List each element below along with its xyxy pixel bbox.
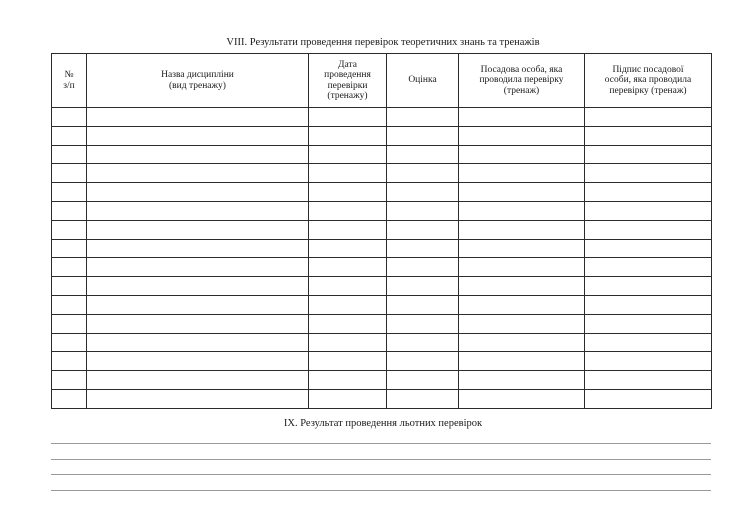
cell-date[interactable]: [309, 164, 387, 183]
table-row: [52, 352, 712, 371]
cell-grade[interactable]: [387, 220, 459, 239]
cell-number[interactable]: [52, 314, 87, 333]
table-row: [52, 183, 712, 202]
cell-number[interactable]: [52, 126, 87, 145]
cell-grade[interactable]: [387, 201, 459, 220]
table-row: [52, 108, 712, 127]
cell-examiner[interactable]: [459, 371, 585, 390]
table-row: [52, 277, 712, 296]
cell-examiner[interactable]: [459, 295, 585, 314]
cell-grade[interactable]: [387, 164, 459, 183]
cell-number[interactable]: [52, 108, 87, 127]
cell-signature[interactable]: [585, 108, 712, 127]
table-row: [52, 201, 712, 220]
cell-date[interactable]: [309, 258, 387, 277]
cell-grade[interactable]: [387, 258, 459, 277]
cell-date[interactable]: [309, 352, 387, 371]
cell-discipline[interactable]: [87, 314, 309, 333]
cell-grade[interactable]: [387, 145, 459, 164]
cell-discipline[interactable]: [87, 164, 309, 183]
cell-date[interactable]: [309, 371, 387, 390]
cell-discipline[interactable]: [87, 239, 309, 258]
cell-grade[interactable]: [387, 352, 459, 371]
column-header-date: Дата проведення перевірки (тренажу): [309, 54, 387, 108]
cell-discipline[interactable]: [87, 201, 309, 220]
cell-discipline[interactable]: [87, 295, 309, 314]
cell-date[interactable]: [309, 389, 387, 408]
cell-discipline[interactable]: [87, 352, 309, 371]
cell-grade[interactable]: [387, 314, 459, 333]
table-row: [52, 389, 712, 408]
cell-signature[interactable]: [585, 164, 712, 183]
theory-checks-table: [51, 53, 712, 409]
cell-number[interactable]: [52, 333, 87, 352]
cell-grade[interactable]: [387, 239, 459, 258]
cell-discipline[interactable]: [87, 126, 309, 145]
cell-number[interactable]: [52, 239, 87, 258]
cell-number[interactable]: [52, 258, 87, 277]
cell-signature[interactable]: [585, 277, 712, 296]
cell-grade[interactable]: [387, 126, 459, 145]
cell-signature[interactable]: [585, 220, 712, 239]
column-header-examiner: Посадова особа, яка проводила перевірку (тренаж): [459, 54, 585, 108]
cell-number[interactable]: [52, 201, 87, 220]
cell-signature[interactable]: [585, 183, 712, 202]
column-header-number: № з/п: [52, 54, 87, 108]
cell-discipline[interactable]: [87, 371, 309, 390]
cell-date[interactable]: [309, 126, 387, 145]
table-row: [52, 220, 712, 239]
cell-date[interactable]: [309, 277, 387, 296]
cell-examiner[interactable]: [459, 108, 585, 127]
cell-date[interactable]: [309, 201, 387, 220]
cell-signature[interactable]: [585, 295, 712, 314]
cell-examiner[interactable]: [459, 183, 585, 202]
blank-line[interactable]: [51, 474, 711, 475]
cell-grade[interactable]: [387, 371, 459, 390]
cell-number[interactable]: [52, 220, 87, 239]
table-row: [52, 258, 712, 277]
section-ix-title: IX. Результат проведення льотних перевірок: [283, 418, 483, 429]
blank-line[interactable]: [51, 459, 711, 460]
column-header-grade: Оцінка: [387, 54, 459, 108]
cell-signature[interactable]: [585, 371, 712, 390]
table-row: [52, 126, 712, 145]
cell-signature[interactable]: [585, 239, 712, 258]
table-row: [52, 295, 712, 314]
cell-date[interactable]: [309, 220, 387, 239]
cell-examiner[interactable]: [459, 126, 585, 145]
cell-discipline[interactable]: [87, 108, 309, 127]
cell-examiner[interactable]: [459, 258, 585, 277]
cell-discipline[interactable]: [87, 183, 309, 202]
column-header-discipline: Назва дисципліни (вид тренажу): [87, 54, 309, 108]
cell-signature[interactable]: [585, 145, 712, 164]
cell-number[interactable]: [52, 352, 87, 371]
cell-signature[interactable]: [585, 258, 712, 277]
cell-signature[interactable]: [585, 126, 712, 145]
cell-date[interactable]: [309, 108, 387, 127]
cell-discipline[interactable]: [87, 333, 309, 352]
cell-examiner[interactable]: [459, 201, 585, 220]
cell-discipline[interactable]: [87, 258, 309, 277]
blank-line[interactable]: [51, 490, 711, 491]
cell-number[interactable]: [52, 145, 87, 164]
cell-examiner[interactable]: [459, 277, 585, 296]
cell-examiner[interactable]: [459, 389, 585, 408]
cell-examiner[interactable]: [459, 145, 585, 164]
cell-signature[interactable]: [585, 352, 712, 371]
cell-examiner[interactable]: [459, 220, 585, 239]
cell-number[interactable]: [52, 295, 87, 314]
cell-examiner[interactable]: [459, 314, 585, 333]
table-row: [52, 239, 712, 258]
cell-discipline[interactable]: [87, 389, 309, 408]
cell-grade[interactable]: [387, 333, 459, 352]
cell-discipline[interactable]: [87, 145, 309, 164]
cell-number[interactable]: [52, 183, 87, 202]
cell-discipline[interactable]: [87, 220, 309, 239]
table-row: [52, 371, 712, 390]
cell-signature[interactable]: [585, 333, 712, 352]
cell-examiner[interactable]: [459, 164, 585, 183]
cell-grade[interactable]: [387, 108, 459, 127]
cell-number[interactable]: [52, 371, 87, 390]
cell-number[interactable]: [52, 164, 87, 183]
blank-line[interactable]: [51, 443, 711, 444]
column-header-signature: Підпис посадової особи, яка проводила перевірку (тренаж): [585, 54, 712, 108]
cell-date[interactable]: [309, 145, 387, 164]
cell-examiner[interactable]: [459, 352, 585, 371]
table-row: [52, 164, 712, 183]
section-viii-title: VIII. Результати проведення перевірок теоретичних знань та тренажів: [226, 37, 540, 48]
cell-date[interactable]: [309, 183, 387, 202]
cell-number[interactable]: [52, 277, 87, 296]
cell-grade[interactable]: [387, 277, 459, 296]
cell-date[interactable]: [309, 239, 387, 258]
cell-signature[interactable]: [585, 201, 712, 220]
cell-date[interactable]: [309, 314, 387, 333]
cell-discipline[interactable]: [87, 277, 309, 296]
table-row: [52, 314, 712, 333]
cell-grade[interactable]: [387, 183, 459, 202]
table-header-row: [52, 54, 712, 108]
cell-signature[interactable]: [585, 314, 712, 333]
table-row: [52, 333, 712, 352]
cell-examiner[interactable]: [459, 333, 585, 352]
table-row: [52, 145, 712, 164]
cell-grade[interactable]: [387, 389, 459, 408]
cell-number[interactable]: [52, 389, 87, 408]
cell-date[interactable]: [309, 333, 387, 352]
cell-examiner[interactable]: [459, 239, 585, 258]
cell-signature[interactable]: [585, 389, 712, 408]
cell-grade[interactable]: [387, 295, 459, 314]
table-body: [52, 108, 712, 409]
cell-date[interactable]: [309, 295, 387, 314]
